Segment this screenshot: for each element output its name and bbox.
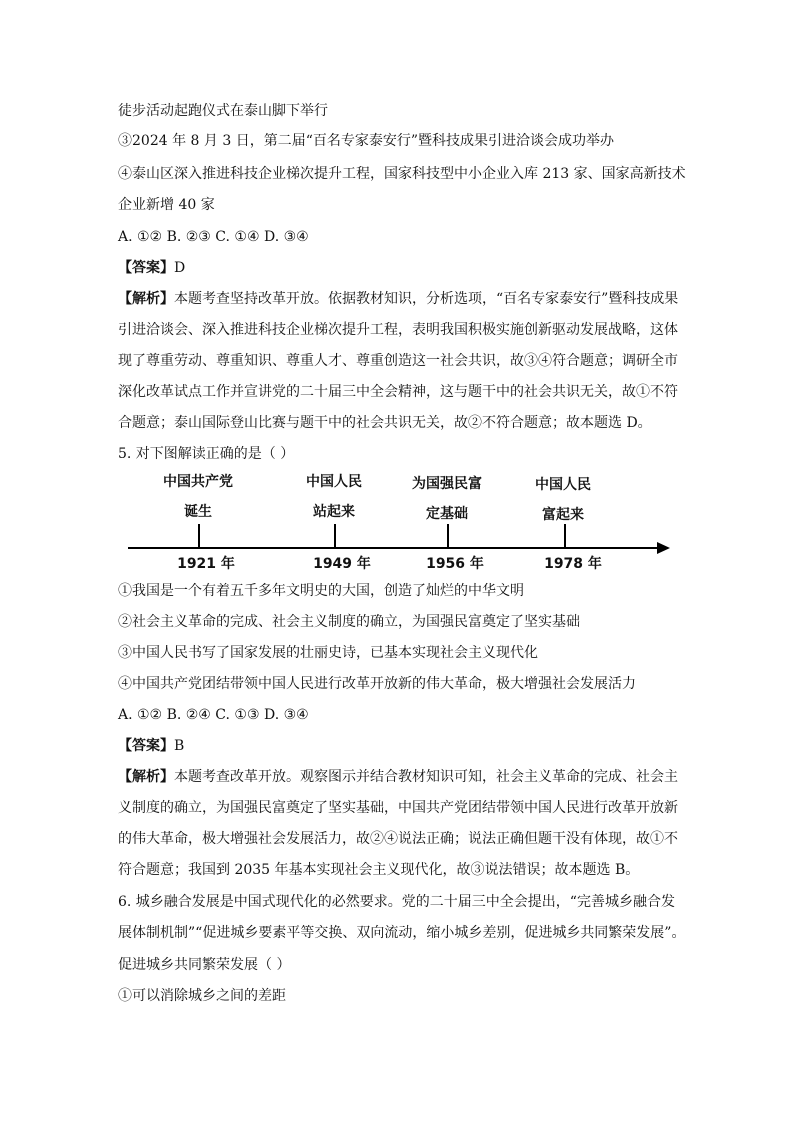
q5-analysis-line1: [118, 767, 678, 787]
q5-option-3: ③中国人民书写了国家发展的壮丽史诗，已基本实现社会主义现代化: [118, 645, 538, 661]
q4-analysis-line2: 引进洽谈会、深入推进科技企业梯次提升工程，表明我国积极实施创新驱动发展战略，这体: [118, 322, 678, 338]
timeline-year-1949: 1949 年: [313, 556, 371, 572]
q4-analysis-line4: 深化改革试点工作并宣讲党的二十届三中全会精神，这与题干中的社会共识无关，故①不符: [118, 384, 678, 400]
timeline-label-1-line1: 中国共产党: [163, 474, 233, 490]
q5-option-1: ①我国是一个有着五千多年文明史的大国，创造了灿烂的中华文明: [118, 583, 524, 599]
analysis-label: 【解析】: [118, 769, 174, 785]
q5-analysis-line3: 的伟大革命，极大增强社会发展活力，故②④说法正确；说法正确但题干没有体现，故①不: [118, 831, 678, 847]
timeline-year-1921: 1921 年: [177, 556, 235, 572]
q6-stem-line1: 6. 城乡融合发展是中国式现代化的必然要求。党的二十届三中全会提出，“完善城乡融合发: [118, 894, 675, 910]
q4-option-3: ③2024 年 8 月 3 日，第二届“百名专家泰安行”暨科技成果引进洽谈会成功举办: [118, 133, 615, 149]
timeline-label-1-line2: 诞生: [184, 504, 212, 520]
q4-option-4-line1: ④泰山区深入推进科技企业梯次提升工程，国家科技型中小企业入库 213 家、国家高新技术: [118, 166, 686, 182]
analysis-label: 【解析】: [118, 291, 174, 307]
q6-stem-line2: 展体制机制”“促进城乡要素平等交换、双向流动，缩小城乡差别，促进城乡共同繁荣发展”。: [118, 925, 686, 941]
analysis-text: 本题考查改革开放。观察图示并结合教材知识可知，社会主义革命的完成、社会主: [174, 769, 678, 785]
timeline-label-4-line2: 富起来: [542, 507, 584, 523]
q4-choices: A. ①② B. ②③ C. ①④ D. ③④: [118, 229, 309, 245]
timeline-label-3-line1: 为国强民富: [412, 476, 482, 492]
q4-line-top: 徒步活动起跑仪式在泰山脚下举行: [118, 103, 328, 119]
q5-analysis-line4: 符合题意；我国到 2035 年基本实现社会主义现代化，故③说法错误；故本题选 B。: [118, 862, 640, 878]
q5-option-2: ②社会主义革命的完成、社会主义制度的确立，为国强民富奠定了坚实基础: [118, 614, 580, 630]
q4-analysis-line5: 合题意；泰山国际登山比赛与题干中的社会共识无关，故②不符合题意；故本题选 D。: [118, 415, 652, 431]
analysis-text: 本题考查坚持改革开放。依据教材知识，分析选项，“百名专家泰安行”暨科技成果: [174, 291, 679, 307]
q6-option-1: ①可以消除城乡之间的差距: [118, 988, 286, 1004]
answer-label: 【答案】: [118, 260, 174, 276]
timeline-arrowhead: [657, 542, 670, 554]
timeline-label-3-line2: 定基础: [426, 506, 468, 522]
answer-value: D: [174, 260, 186, 276]
q5-option-4: ④中国共产党团结带领中国人民进行改革开放新的伟大革命，极大增强社会发展活力: [118, 676, 636, 692]
q5-choices: A. ①② B. ②④ C. ①③ D. ③④: [118, 707, 309, 723]
q4-analysis-line3: 现了尊重劳动、尊重知识、尊重人才、尊重创造这一社会共识，故③④符合题意；调研全市: [118, 353, 678, 369]
timeline-year-1956: 1956 年: [426, 556, 484, 572]
timeline-year-1978: 1978 年: [544, 556, 602, 572]
timeline-label-2-line2: 站起来: [313, 504, 355, 520]
timeline-label-4-line1: 中国人民: [535, 477, 591, 493]
q5-stem: 5. 对下图解读正确的是（ ）: [118, 446, 295, 462]
answer-value: B: [174, 738, 185, 754]
q6-stem-line3: 促进城乡共同繁荣发展（ ）: [118, 957, 291, 973]
timeline-label-2-line1: 中国人民: [306, 474, 362, 490]
q4-option-4-line2: 企业新增 40 家: [118, 197, 215, 213]
answer-label: 【答案】: [118, 738, 174, 754]
q5-analysis-line2: 义制度的确立，为国强民富奠定了坚实基础，中国共产党团结带领中国人民进行改革开放新: [118, 800, 678, 816]
q5-answer: [118, 736, 184, 756]
